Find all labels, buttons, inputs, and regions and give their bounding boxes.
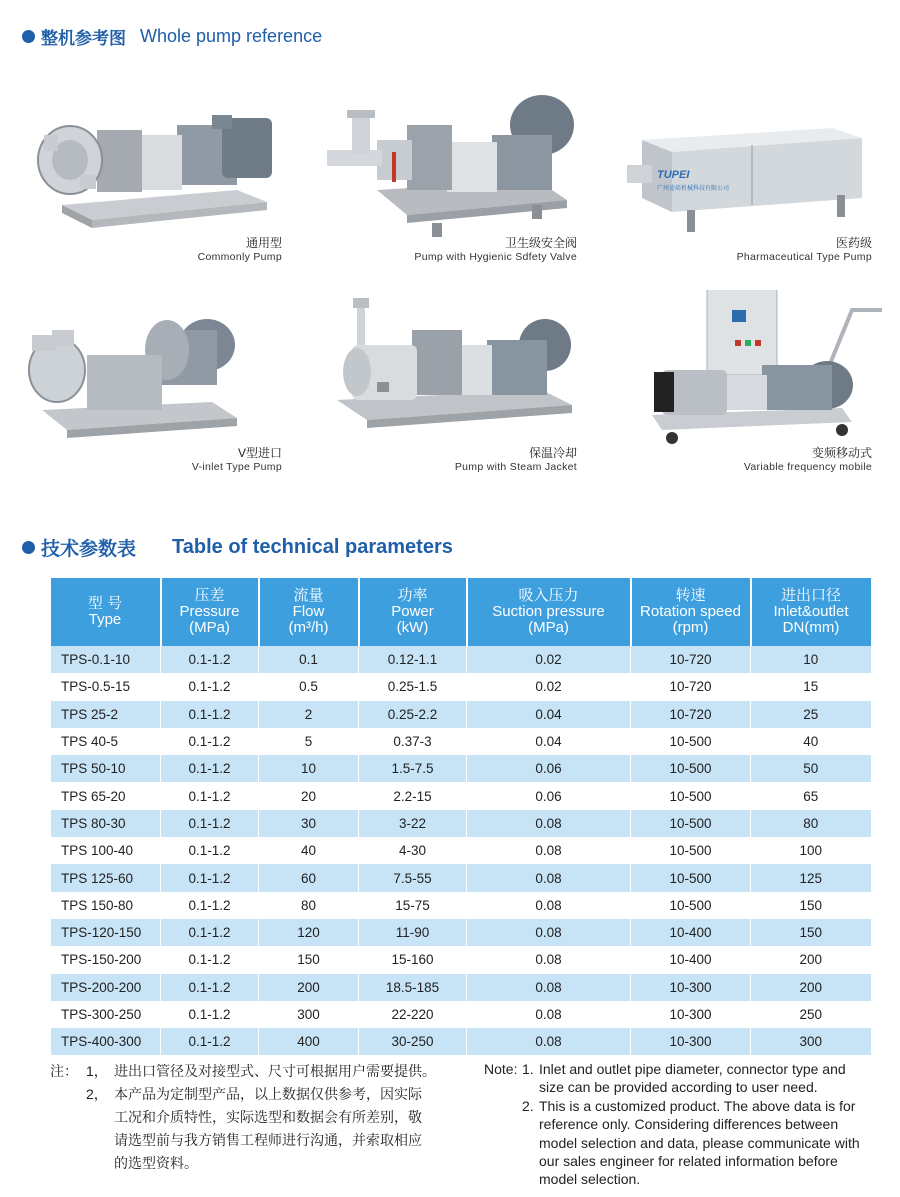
- table-cell: 0.37-3: [359, 728, 467, 755]
- table-cell: 0.12-1.1: [359, 646, 467, 673]
- table-cell: 25: [751, 701, 871, 728]
- table-cell: 50: [751, 755, 871, 782]
- table-cell: 125: [751, 864, 871, 891]
- note-text: size can be provided according to user need.: [539, 1079, 818, 1096]
- table-row: [51, 946, 871, 973]
- column-header-cn: 型 号: [87, 595, 123, 612]
- section-heading-whole-pump: [22, 24, 322, 49]
- note-line: [484, 1152, 884, 1170]
- pharmaceutical-pump-image: [612, 80, 882, 250]
- pump-caption-cn: V型进口: [237, 446, 282, 460]
- table-cell: 120: [259, 919, 359, 946]
- table-row: [51, 810, 871, 837]
- table-row: [51, 837, 871, 864]
- table-cell: 10-300: [631, 1028, 751, 1055]
- table-cell: 200: [259, 974, 359, 1001]
- table-cell: 40: [259, 837, 359, 864]
- table-cell: 10-300: [631, 974, 751, 1001]
- table-cell: TPS 25-2: [51, 701, 161, 728]
- column-header: [631, 578, 751, 646]
- table-cell: 0.1-1.2: [161, 701, 259, 728]
- column-header-en: Power: [391, 603, 434, 620]
- notes-english: [484, 1060, 884, 1189]
- table-cell: 200: [751, 946, 871, 973]
- table-cell: 150: [259, 946, 359, 973]
- column-header: [51, 578, 161, 646]
- table-cell: TPS-400-300: [51, 1028, 161, 1055]
- table-cell: 15-160: [359, 946, 467, 973]
- column-header-unit: (MPa): [189, 619, 230, 636]
- column-header-en: Rotation speed: [640, 603, 741, 620]
- table-cell: 300: [259, 1001, 359, 1028]
- table-cell: TPS 80-30: [51, 810, 161, 837]
- table-cell: TPS-200-200: [51, 974, 161, 1001]
- table-cell: 15-75: [359, 892, 467, 919]
- table-cell: 0.1-1.2: [161, 1001, 259, 1028]
- pump-card-hygienic-valve: [317, 80, 587, 280]
- table-cell: 0.1-1.2: [161, 755, 259, 782]
- column-header-unit: DN(mm): [782, 619, 840, 636]
- pump-caption-en: V-inlet Type Pump: [191, 461, 282, 473]
- note-label: Note:: [484, 1061, 518, 1077]
- column-header-cn: 吸入压力: [518, 587, 579, 604]
- column-header: [751, 578, 871, 646]
- table-row: [51, 782, 871, 809]
- table-cell: 200: [751, 974, 871, 1001]
- table-cell: 60: [259, 864, 359, 891]
- table-cell: 0.5: [259, 673, 359, 700]
- note-text: Inlet and outlet pipe diameter, connector type and: [539, 1061, 846, 1077]
- table-row: [51, 864, 871, 891]
- note-line: [484, 1170, 884, 1188]
- table-cell: 0.1-1.2: [161, 864, 259, 891]
- table-cell: 0.08: [467, 1028, 631, 1055]
- table-cell: 5: [259, 728, 359, 755]
- note-line: [50, 1083, 450, 1106]
- table-cell: 0.08: [467, 1001, 631, 1028]
- table-cell: 22-220: [359, 1001, 467, 1028]
- column-header-cn: 流量: [293, 587, 324, 604]
- table-cell: 0.02: [467, 646, 631, 673]
- table-cell: 10-500: [631, 782, 751, 809]
- section-heading-technical-parameters: [22, 534, 453, 561]
- table-cell: TPS-0.5-15: [51, 673, 161, 700]
- note-line: [484, 1134, 884, 1152]
- table-cell: 150: [751, 892, 871, 919]
- note-number: 2，: [86, 1086, 108, 1102]
- column-header-en: Flow: [292, 603, 325, 620]
- note-number: 2.: [522, 1097, 534, 1114]
- commonly-pump-image: [22, 80, 292, 250]
- table-cell: 10-500: [631, 755, 751, 782]
- table-row: [51, 701, 871, 728]
- column-header-cn: 功率: [397, 587, 428, 604]
- table-cell: 2: [259, 701, 359, 728]
- table-cell: 0.25-1.5: [359, 673, 467, 700]
- table-cell: TPS 40-5: [51, 728, 161, 755]
- table-cell: 0.1-1.2: [161, 892, 259, 919]
- pump-caption-en: Pump with Steam Jacket: [454, 461, 577, 473]
- table-cell: 80: [751, 810, 871, 837]
- table-cell: 0.08: [467, 974, 631, 1001]
- table-row: [51, 892, 871, 919]
- note-text: reference only. Considering differences between: [539, 1116, 839, 1133]
- table-row: [51, 728, 871, 755]
- table-row: [51, 919, 871, 946]
- table-cell: TPS 100-40: [51, 837, 161, 864]
- notes-chinese: [50, 1060, 450, 1175]
- brand-subtitle: 广州途培机械科技有限公司: [657, 185, 730, 192]
- note-label: 注：: [50, 1063, 78, 1079]
- column-header-en: Inlet&outlet: [773, 603, 849, 620]
- column-header: [359, 578, 467, 646]
- note-text: 请选型前与我方销售工程师进行沟通，并索取相应: [114, 1132, 422, 1148]
- table-cell: 30-250: [359, 1028, 467, 1055]
- technical-parameters-table: [50, 578, 871, 1055]
- table-cell: 0.08: [467, 892, 631, 919]
- note-line: [484, 1115, 884, 1133]
- table-cell: 0.08: [467, 810, 631, 837]
- table-cell: 10-500: [631, 864, 751, 891]
- table-cell: 7.5-55: [359, 864, 467, 891]
- table-cell: TPS-0.1-10: [51, 646, 161, 673]
- table-cell: 10-400: [631, 919, 751, 946]
- table-cell: TPS-300-250: [51, 1001, 161, 1028]
- pump-caption-en: Pump with Hygienic Sdfety Valve: [414, 251, 577, 263]
- table-cell: 30: [259, 810, 359, 837]
- note-line: [484, 1078, 884, 1096]
- pump-caption-cn: 通用型: [245, 236, 282, 250]
- table-cell: 10-500: [631, 892, 751, 919]
- table-cell: 0.25-2.2: [359, 701, 467, 728]
- table-cell: 10: [259, 755, 359, 782]
- steam-jacket-pump-image: [317, 290, 587, 460]
- column-header-unit: (m³/h): [288, 619, 329, 636]
- table-cell: TPS-120-150: [51, 919, 161, 946]
- table-cell: 2.2-15: [359, 782, 467, 809]
- note-line: [484, 1060, 884, 1078]
- column-header: [161, 578, 259, 646]
- section-title-cn: 技术参数表: [41, 539, 137, 560]
- table-cell: 20: [259, 782, 359, 809]
- table-cell: TPS-150-200: [51, 946, 161, 973]
- column-header-en: Suction pressure: [492, 603, 605, 620]
- table-header-row: [51, 578, 871, 646]
- table-cell: 1.5-7.5: [359, 755, 467, 782]
- section-title-cn: 整机参考图: [41, 29, 126, 48]
- note-line: [484, 1097, 884, 1115]
- section-title-en: Table of technical parameters: [172, 536, 453, 558]
- table-cell: 150: [751, 919, 871, 946]
- pump-card-v-inlet: [22, 290, 292, 490]
- note-text: model selection.: [539, 1171, 641, 1188]
- table-cell: 65: [751, 782, 871, 809]
- table-cell: 0.1: [259, 646, 359, 673]
- column-header-cn: 转速: [675, 587, 706, 604]
- table-row: [51, 646, 871, 673]
- table-cell: 10-400: [631, 946, 751, 973]
- note-line: [50, 1129, 450, 1152]
- note-text: model selection and data, please communicate with: [539, 1134, 860, 1151]
- column-header: [467, 578, 631, 646]
- table-row: [51, 1001, 871, 1028]
- table-cell: 3-22: [359, 810, 467, 837]
- column-header-cn: 进出口径: [780, 587, 841, 604]
- table-cell: 10-500: [631, 728, 751, 755]
- note-text: This is a customized product. The above data is for: [539, 1097, 856, 1114]
- table-cell: 0.1-1.2: [161, 837, 259, 864]
- column-header-unit: (MPa): [528, 619, 569, 636]
- table-cell: 0.04: [467, 728, 631, 755]
- table-cell: 300: [751, 1028, 871, 1055]
- pump-caption-cn: 变频移动式: [811, 446, 872, 460]
- table-cell: 0.08: [467, 864, 631, 891]
- pump-caption-en: Pharmaceutical Type Pump: [736, 251, 872, 263]
- note-text: 本产品为定制型产品，以上数据仅供参考，因实际: [114, 1086, 422, 1102]
- table-cell: 0.1-1.2: [161, 1028, 259, 1055]
- table-cell: 0.1-1.2: [161, 974, 259, 1001]
- note-text: 进出口管径及对接型式、尺寸可根据用户需要提供。: [114, 1063, 436, 1079]
- pump-caption-cn: 保温冷却: [528, 446, 577, 460]
- table-cell: 0.04: [467, 701, 631, 728]
- note-number: 1，: [86, 1063, 108, 1079]
- note-number: 1.: [522, 1061, 534, 1077]
- table-cell: 0.1-1.2: [161, 782, 259, 809]
- column-header-unit: (rpm): [672, 619, 709, 636]
- table-cell: 10-500: [631, 810, 751, 837]
- column-header-en: Type: [88, 611, 122, 628]
- table-cell: 0.08: [467, 946, 631, 973]
- table-cell: 250: [751, 1001, 871, 1028]
- table-cell: 40: [751, 728, 871, 755]
- table-cell: 100: [751, 837, 871, 864]
- v-inlet-pump-image: [22, 290, 292, 460]
- table-row: [51, 974, 871, 1001]
- pump-caption-cn: 医药级: [835, 236, 872, 250]
- pump-card-variable-frequency: [612, 290, 882, 490]
- table-body: [51, 646, 871, 1055]
- table-cell: 0.08: [467, 919, 631, 946]
- table-cell: TPS 125-60: [51, 864, 161, 891]
- note-line: [50, 1152, 450, 1175]
- section-title-en: Whole pump reference: [140, 26, 323, 46]
- note-line: [50, 1106, 450, 1129]
- table-cell: 11-90: [359, 919, 467, 946]
- brand-logo: TUPEI: [657, 169, 690, 181]
- table-cell: 4-30: [359, 837, 467, 864]
- note-text: our sales engineer for related information before: [539, 1153, 838, 1170]
- table-cell: 10-720: [631, 646, 751, 673]
- table-cell: 0.1-1.2: [161, 673, 259, 700]
- table-cell: 10-720: [631, 701, 751, 728]
- pump-caption-en: Variable frequency mobile: [743, 461, 872, 473]
- table-cell: 400: [259, 1028, 359, 1055]
- pump-caption-cn: 卫生级安全阀: [504, 236, 577, 250]
- table-cell: 10-500: [631, 837, 751, 864]
- table-cell: 80: [259, 892, 359, 919]
- table-cell: 18.5-185: [359, 974, 467, 1001]
- column-header-cn: 压差: [194, 587, 225, 604]
- table-cell: 0.06: [467, 782, 631, 809]
- table-row: [51, 673, 871, 700]
- pump-card-steam-jacket: [317, 290, 587, 490]
- column-header: [259, 578, 359, 646]
- bullet-icon: [22, 541, 35, 554]
- note-text: 工况和介质特性，实际选型和数据会有所差别，敬: [114, 1109, 422, 1125]
- variable-frequency-pump-image: [612, 290, 882, 460]
- table-cell: 0.1-1.2: [161, 946, 259, 973]
- table-cell: TPS 50-10: [51, 755, 161, 782]
- table-row: [51, 1028, 871, 1055]
- table-cell: 0.1-1.2: [161, 810, 259, 837]
- table-cell: TPS 150-80: [51, 892, 161, 919]
- table-cell: 0.06: [467, 755, 631, 782]
- note-text: 的选型资料。: [114, 1155, 198, 1171]
- table-cell: 10-300: [631, 1001, 751, 1028]
- table-cell: 10: [751, 646, 871, 673]
- table-cell: TPS 65-20: [51, 782, 161, 809]
- table-cell: 0.02: [467, 673, 631, 700]
- column-header-unit: (kW): [396, 619, 429, 636]
- pump-card-commonly: [22, 80, 292, 280]
- column-header-en: Pressure: [179, 603, 240, 620]
- pump-card-pharmaceutical: [612, 80, 882, 280]
- pump-caption-en: Commonly Pump: [197, 251, 282, 263]
- table-cell: 0.1-1.2: [161, 919, 259, 946]
- table-cell: 10-720: [631, 673, 751, 700]
- table-row: [51, 755, 871, 782]
- table-cell: 15: [751, 673, 871, 700]
- note-line: [50, 1060, 450, 1083]
- table-cell: 0.1-1.2: [161, 728, 259, 755]
- table-cell: 0.1-1.2: [161, 646, 259, 673]
- bullet-icon: [22, 30, 35, 43]
- hygienic-valve-pump-image: [317, 80, 587, 250]
- table-cell: 0.08: [467, 837, 631, 864]
